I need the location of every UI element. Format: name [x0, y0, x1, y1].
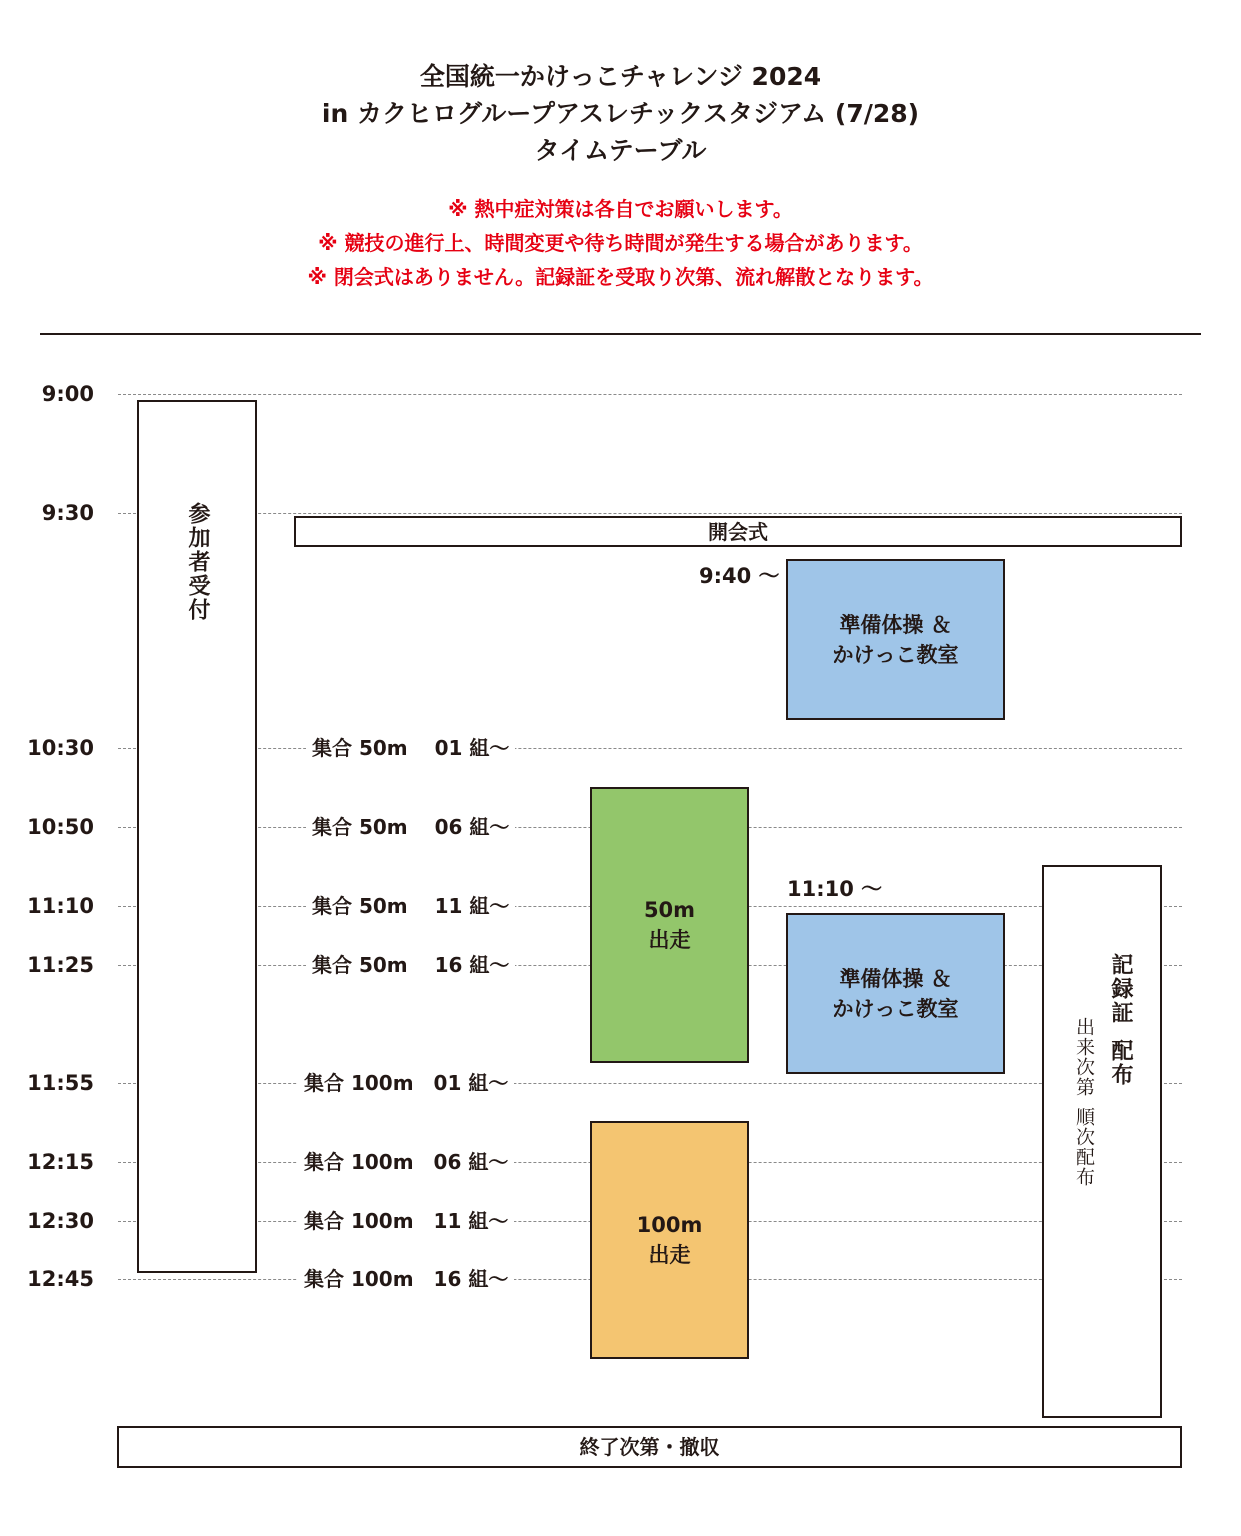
time-label: 10:50 — [27, 815, 94, 839]
assembly-100m-11: 集合 100m 11 組〜 — [298, 1207, 514, 1235]
time-label: 11:10 — [27, 894, 94, 918]
reception-block — [137, 400, 257, 1273]
warmup-block-1 — [786, 559, 1005, 720]
time-label: 9:30 — [41, 501, 94, 525]
time-label: 12:30 — [27, 1209, 94, 1233]
warmup2-label-line2: かけっこ教室 — [832, 996, 959, 1021]
time-label: 10:30 — [27, 736, 94, 760]
closing-block — [117, 1426, 1182, 1468]
grid-line — [118, 748, 1182, 749]
grid-line — [118, 1083, 1182, 1084]
run-50m-label-line2: 出走 — [648, 928, 691, 952]
header-divider — [40, 333, 1201, 335]
run-100m-block — [590, 1121, 749, 1359]
title-line-1: 全国統一かけっこチャレンジ 2024 — [419, 62, 822, 91]
warmup-block-2 — [786, 913, 1005, 1074]
opening-ceremony-label: 開会式 — [708, 519, 768, 544]
run-100m-label-line1: 100m — [636, 1213, 703, 1237]
certificate-sub-2: 順次配布 — [1073, 1107, 1095, 1187]
time-label: 12:45 — [27, 1267, 94, 1291]
reception-label: 参加者受付 — [185, 502, 210, 622]
run-100m-label-line2: 出走 — [648, 1243, 691, 1267]
title-line-3: タイムテーブル — [534, 136, 707, 165]
warmup2-start-time: 11:10 〜 — [787, 877, 883, 901]
assembly-50m-11: 集合 50m 11 組〜 — [306, 892, 515, 920]
closing-label: 終了次第・撤収 — [579, 1435, 720, 1459]
certificate-title-1: 記録証 — [1108, 953, 1133, 1025]
certificate-block — [1042, 865, 1162, 1418]
warmup2-label-line1: 準備体操 ＆ — [839, 966, 952, 991]
note-no-closing-ceremony: ※ 閉会式はありません。記録証を受取り次第、流れ解散となります。 — [307, 265, 934, 289]
note-schedule-change: ※ 競技の進行上、時間変更や待ち時間が発生する場合があります。 — [318, 231, 923, 255]
certificate-title-2: 配布 — [1108, 1039, 1133, 1087]
assembly-100m-06: 集合 100m 06 組〜 — [298, 1148, 514, 1176]
assembly-100m-01: 集合 100m 01 組〜 — [298, 1069, 514, 1097]
note-heatstroke: ※ 熱中症対策は各自でお願いします。 — [448, 197, 793, 221]
warmup1-label-line2: かけっこ教室 — [832, 642, 959, 667]
title-line-2: in カクヒログループアスレチックスタジアム (7/28) — [321, 99, 920, 128]
assembly-100m-16: 集合 100m 16 組〜 — [298, 1265, 514, 1293]
warmup1-start-time: 9:40 〜 — [699, 564, 780, 588]
time-label: 12:15 — [27, 1150, 94, 1174]
run-50m-block — [590, 787, 749, 1063]
certificate-sub-1: 出来次第 — [1073, 1017, 1095, 1097]
opening-ceremony-block — [294, 516, 1182, 547]
assembly-50m-01: 集合 50m 01 組〜 — [306, 734, 515, 762]
run-50m-label-line1: 50m — [643, 898, 696, 922]
time-label: 9:00 — [41, 382, 94, 406]
grid-line — [118, 394, 1182, 395]
warmup1-label-line1: 準備体操 ＆ — [839, 612, 952, 637]
assembly-50m-16: 集合 50m 16 組〜 — [306, 951, 515, 979]
time-label: 11:55 — [27, 1071, 94, 1095]
time-label: 11:25 — [27, 953, 94, 977]
assembly-50m-06: 集合 50m 06 組〜 — [306, 813, 515, 841]
grid-line — [118, 513, 1182, 514]
